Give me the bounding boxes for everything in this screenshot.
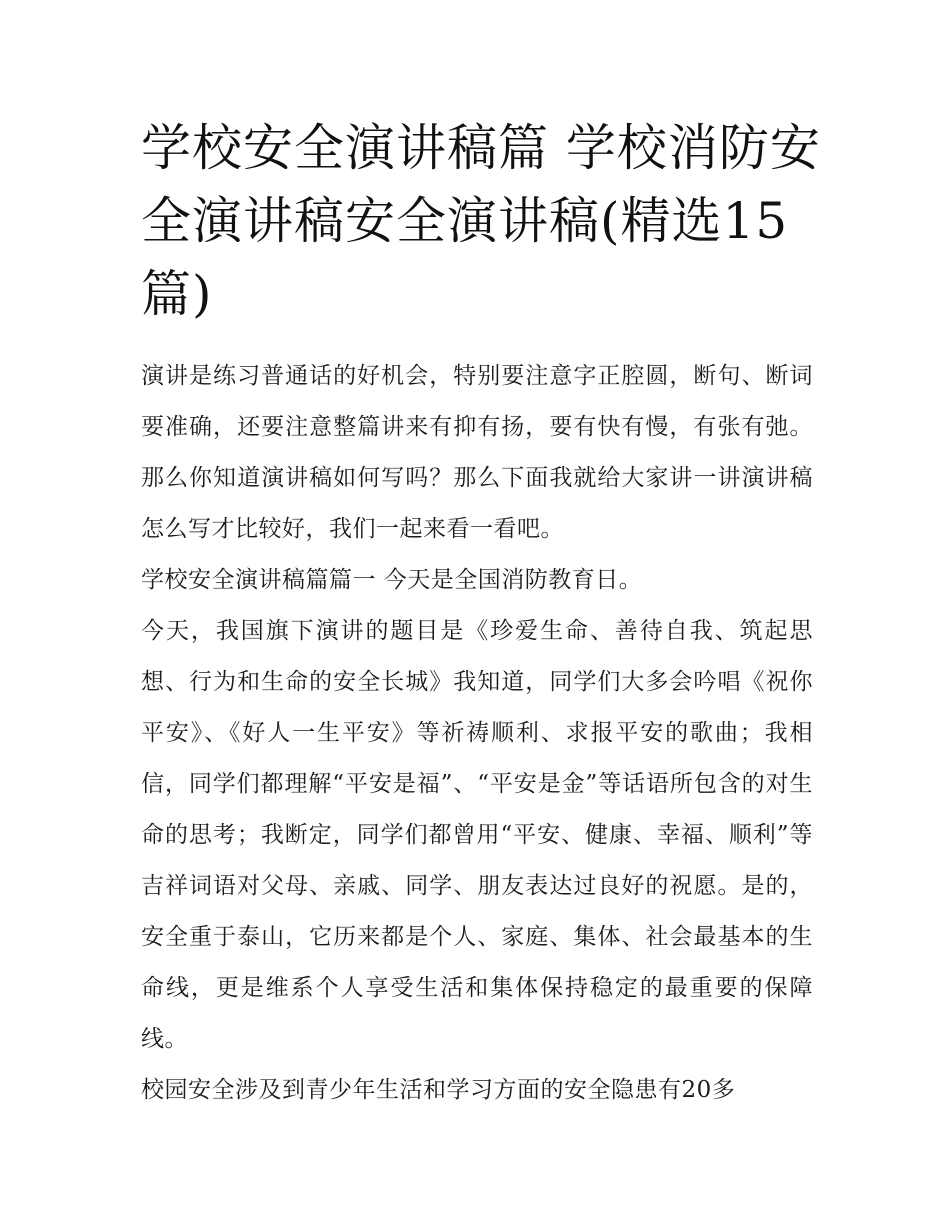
document-title: 学校安全演讲稿篇 学校消防安全演讲稿安全演讲稿(精选15篇) [141,119,821,323]
document-body [141,351,813,1116]
paragraph-section-heading: 学校安全演讲稿篇篇一 今天是全国消防教育日。 [141,567,643,593]
paragraph-speech: 今天，我国旗下演讲的题目是《珍爱生命、善待自我、筑起思想、行为和生命的安全长城》我知道，同学们大多会吟唱《祝你平安》、《好人一生平安》等祈祷顺利、求报平安的歌曲；我相信，同学们都理解“平安是福”、“平安是金”等话语所包含的对生命的思考；我断定，同学们都曾用“平安、健康、幸福、顺利”等吉祥词语对父母、亲戚、同学、朋友表达过良好的祝愿。是的，安全重于泰山，它历来都是个人、家庭、集体、社会最基本的生命线，更是维系个人享受生活和集体保持稳定的最重要的保障线。 [141,618,813,1052]
paragraph-intro: 演讲是练习普通话的好机会，特别要注意字正腔圆，断句、断词要准确，还要注意整篇讲来有抑有扬，要有快有慢，有张有弛。那么你知道演讲稿如何写吗？那么下面我就给大家讲一讲演讲稿怎么写才比较好，我们一起来看一看吧。 [141,363,813,542]
paragraph-campus-safety: 校园安全涉及到青少年生活和学习方面的安全隐患有20多 [141,1077,736,1103]
